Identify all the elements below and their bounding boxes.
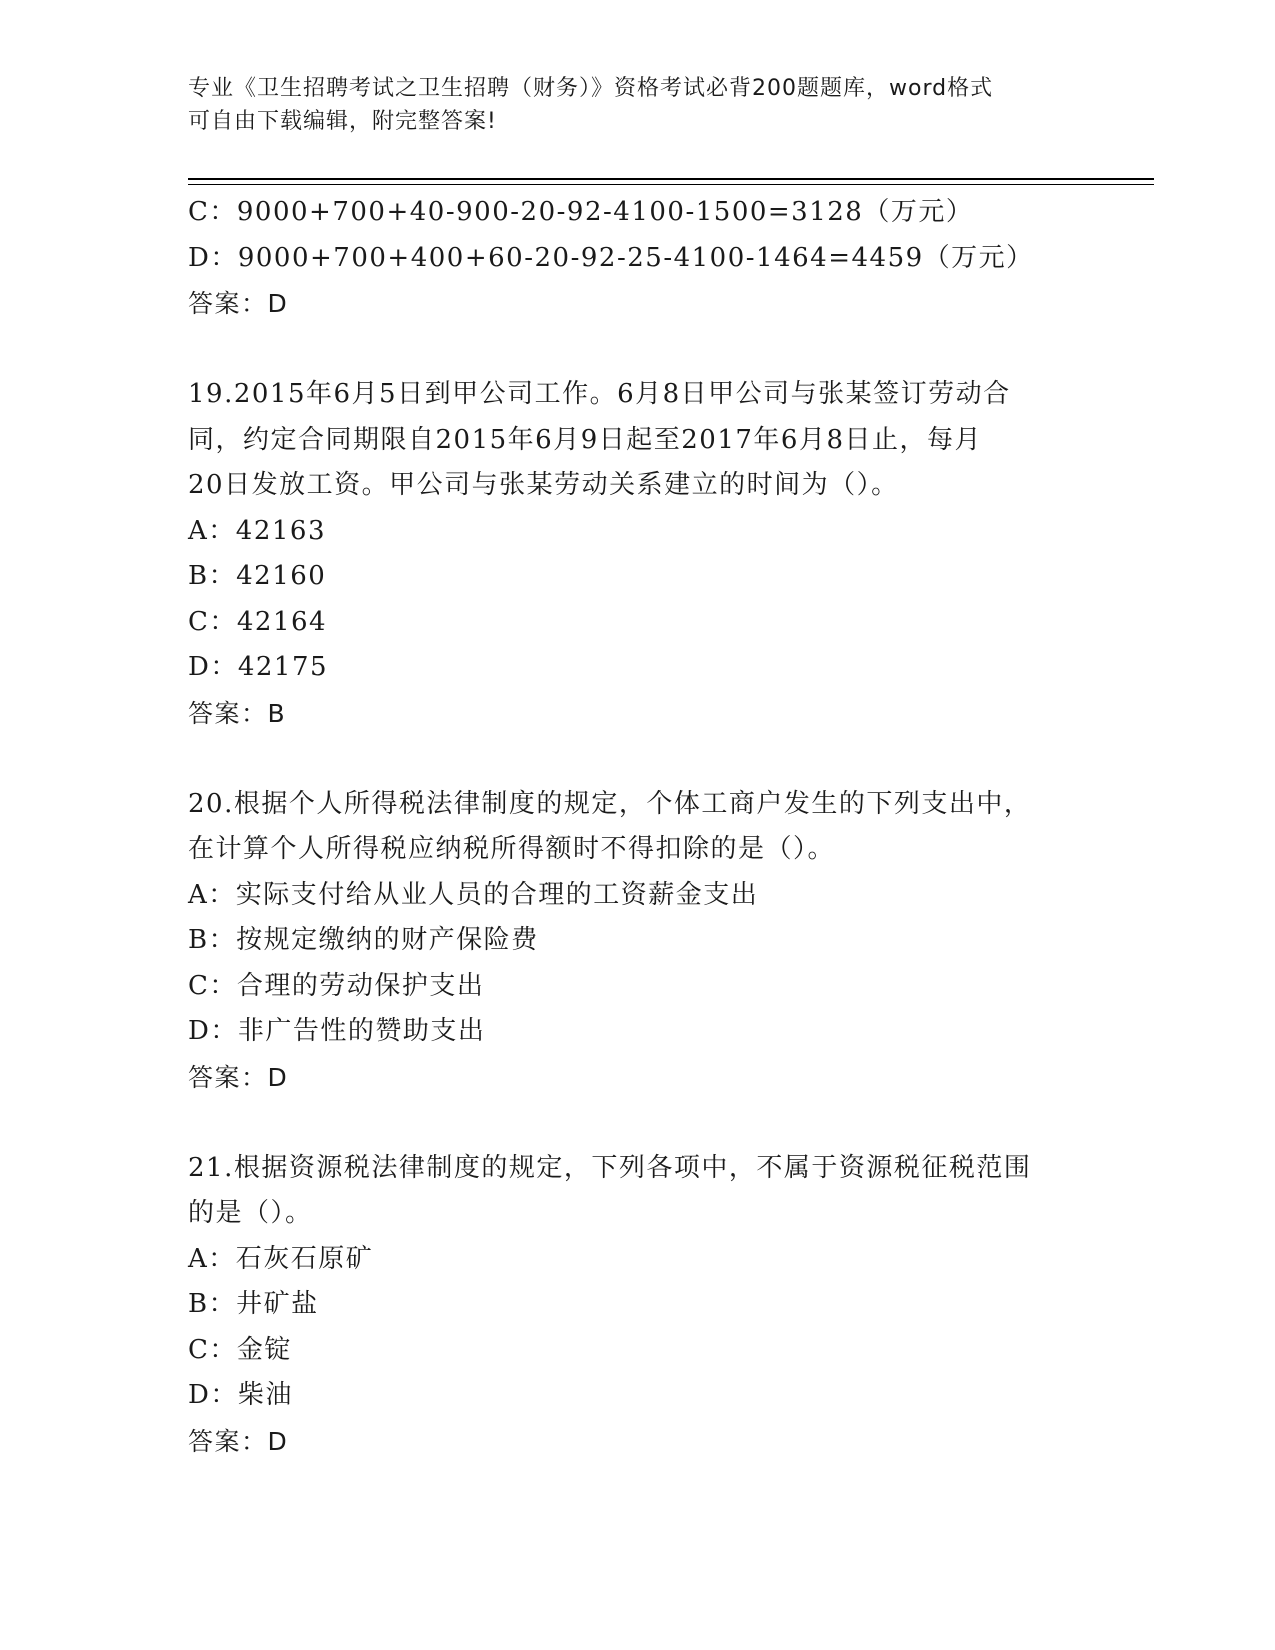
option-c: C：9000+700+40-900-20-92-4100-1500=3128（万元） xyxy=(188,197,974,227)
option-a: A：实际支付给从业人员的合理的工资薪金支出 xyxy=(188,879,759,910)
question-stem: 20.根据个人所得税法律制度的规定，个体工商户发生的下列支出中， xyxy=(188,788,1032,819)
option-a: A：42163 xyxy=(188,515,326,546)
header-rule-thin xyxy=(188,184,1154,185)
option-a: A：石灰石原矿 xyxy=(188,1243,374,1274)
question-block-21 xyxy=(188,1146,1088,1465)
answer-line: 答案：D xyxy=(188,1062,289,1092)
option-b: B：42160 xyxy=(188,561,327,591)
question-stem: 20日发放工资。甲公司与张某劳动关系建立的时间为（）。 xyxy=(188,470,899,500)
question-stem: 19.2015年6月5日到甲公司工作。6月8日甲公司与张某签订劳动合 xyxy=(188,379,1011,409)
header-rule-thick xyxy=(188,178,1154,180)
document-header xyxy=(188,72,1088,138)
question-block-19 xyxy=(188,372,1088,736)
spacer xyxy=(188,1100,1088,1146)
question-block-prev xyxy=(188,190,1088,327)
header-line-2: 可自由下载编辑，附完整答案! xyxy=(188,109,497,134)
answer-line: 答案：D xyxy=(188,1426,289,1456)
question-stem: 同，约定合同期限自2015年6月9日起至2017年6月8日止，每月 xyxy=(188,424,983,455)
spacer xyxy=(188,736,1088,782)
question-stem: 在计算个人所得税应纳税所得额时不得扣除的是（）。 xyxy=(188,834,836,864)
question-stem: 的是（）。 xyxy=(188,1198,313,1228)
header-line-1: 专业《卫生招聘考试之卫生招聘（财务）》资格考试必背200题题库，word格式 xyxy=(188,76,994,101)
document-body xyxy=(188,190,1088,1464)
option-d: D：非广告性的赞助支出 xyxy=(188,1016,486,1046)
option-c: C：合理的劳动保护支出 xyxy=(188,970,485,1001)
option-d: D：42175 xyxy=(188,652,329,682)
spacer xyxy=(188,327,1088,373)
option-d: D：柴油 xyxy=(188,1380,293,1410)
option-c: C：金锭 xyxy=(188,1334,292,1365)
option-b: B：按规定缴纳的财产保险费 xyxy=(188,925,539,955)
option-b: B：井矿盐 xyxy=(188,1289,319,1319)
answer-line: 答案：D xyxy=(188,289,289,318)
option-d: D：9000+700+400+60-20-92-25-4100-1464=4459（万元） xyxy=(188,242,1034,273)
question-block-20 xyxy=(188,782,1088,1101)
option-c: C：42164 xyxy=(188,606,328,637)
question-stem: 21.根据资源税法律制度的规定，下列各项中，不属于资源税征税范围 xyxy=(188,1152,1032,1183)
answer-line: 答案：B xyxy=(188,698,287,728)
